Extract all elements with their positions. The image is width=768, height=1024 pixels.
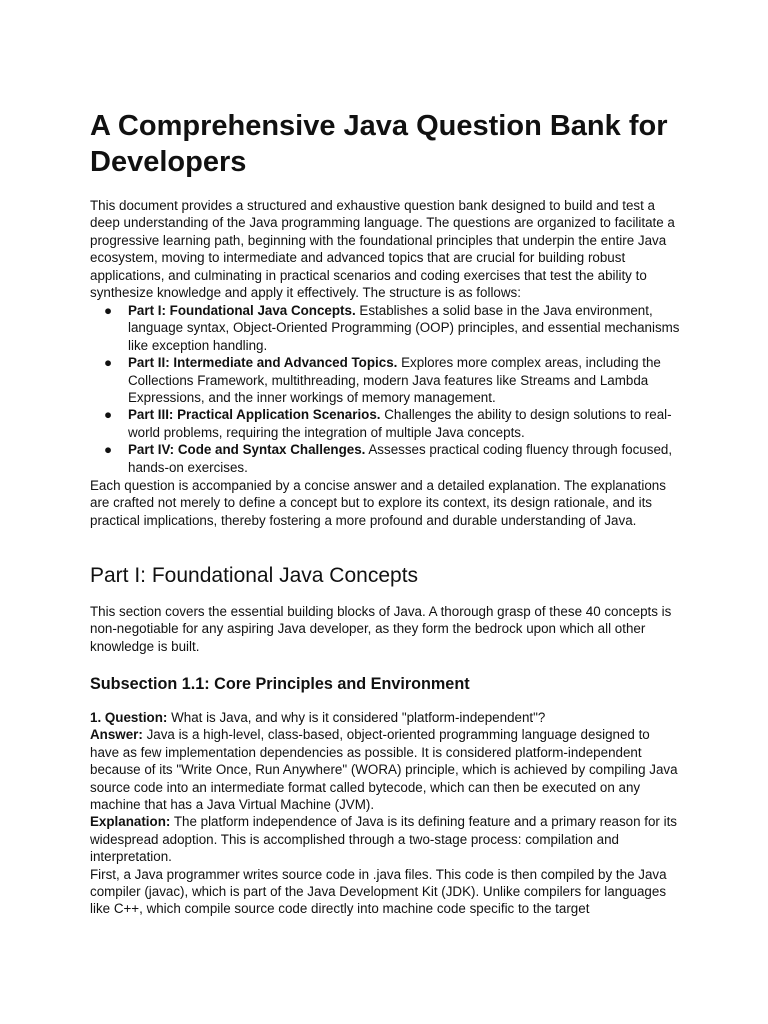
parts-list	[90, 302, 680, 476]
explanation-label: Explanation:	[90, 814, 171, 830]
explanation-paragraph: First, a Java programmer writes source code in .java files. This code is then compiled by the Java compiler (javac), which is part of the Java Development Kit (JDK). Unlike compilers for languages like C++, which compile source code directly into machine code specific to the target	[90, 866, 667, 917]
bullet-icon: ●	[104, 355, 113, 371]
list-item	[90, 441, 680, 476]
question-label: 1. Question:	[90, 710, 168, 725]
answer-line	[90, 726, 680, 813]
part-description: Explores more complex areas, including the Collections Framework, multithreading, modern Java features like Streams and Lambda Expressions, and the inner workings of memory management.	[128, 355, 661, 406]
part-description: Challenges the ability to design solutions to real-world problems, requiring the integration of multiple Java concepts.	[128, 407, 672, 440]
question-text: What is Java, and why is it considered "platform-independent"?	[167, 710, 546, 725]
outro-paragraph: Each question is accompanied by a concise answer and a detailed explanation. The explanations are crafted not merely to define a concept but to explore its context, its design rationale, and its practical implications, thereby fostering a more profound and durable understanding of Java.	[90, 478, 666, 528]
explanation-line	[90, 813, 680, 865]
intro-paragraph: This document provides a structured and exhaustive question bank designed to build and test a deep understanding of the Java programming language. The questions are organized to facilitate a progressive learning path, beginning with the foundational principles that underpin the entire Java ecosystem, moving to intermediate and advanced topics that are crucial for building robust applications, and culminating in practical scenarios and coding exercises that test the ability to synthesize knowledge and apply it effectively. The structure is as follows:	[90, 198, 675, 301]
bullet-icon: ●	[104, 442, 113, 458]
part-label: Part I: Foundational Java Concepts.	[128, 303, 356, 318]
part-label: Part III: Practical Application Scenarios.	[128, 407, 381, 423]
bullet-icon: ●	[104, 407, 113, 423]
answer-text: Java is a high-level, class-based, object-oriented programming language designed to have as few implementation dependencies as possible. It is considered platform-independent because of its "Write Once, Run Anywhere" (WORA) principle, which is achieved by compiling Java source code into an intermediate format called bytecode, which can then be executed on any machine that has a Java Virtual Machine (JVM).	[90, 727, 678, 813]
list-item	[90, 302, 680, 354]
list-item	[90, 406, 680, 441]
subsection-heading: Subsection 1.1: Core Principles and Environment	[90, 675, 470, 693]
bullet-icon: ●	[104, 303, 113, 318]
part-label: Part IV: Code and Syntax Challenges.	[128, 442, 366, 458]
list-item	[90, 354, 680, 406]
part-label: Part II: Intermediate and Advanced Topics.	[128, 355, 398, 371]
question-block	[90, 709, 680, 918]
question-line	[90, 709, 680, 726]
part-description: Establishes a solid base in the Java environment, language syntax, Object-Oriented Programming (OOP) principles, and essential mechanisms like exception handling.	[128, 303, 680, 353]
part1-heading: Part I: Foundational Java Concepts	[90, 564, 419, 587]
part1-intro: This section covers the essential building blocks of Java. A thorough grasp of these 40 concepts is non-negotiable for any aspiring Java developer, as they form the bedrock upon which all other knowledge is built.	[90, 604, 672, 654]
answer-label: Answer:	[90, 727, 143, 743]
part-description: Assesses practical coding fluency through focused, hands-on exercises.	[128, 442, 673, 475]
explanation-text: The platform independence of Java is its defining feature and a primary reason for its widespread adoption. This is accomplished through a two-stage process: compilation and interpretation.	[90, 814, 678, 865]
document-title: A Comprehensive Java Question Bank for Developers	[90, 110, 668, 178]
